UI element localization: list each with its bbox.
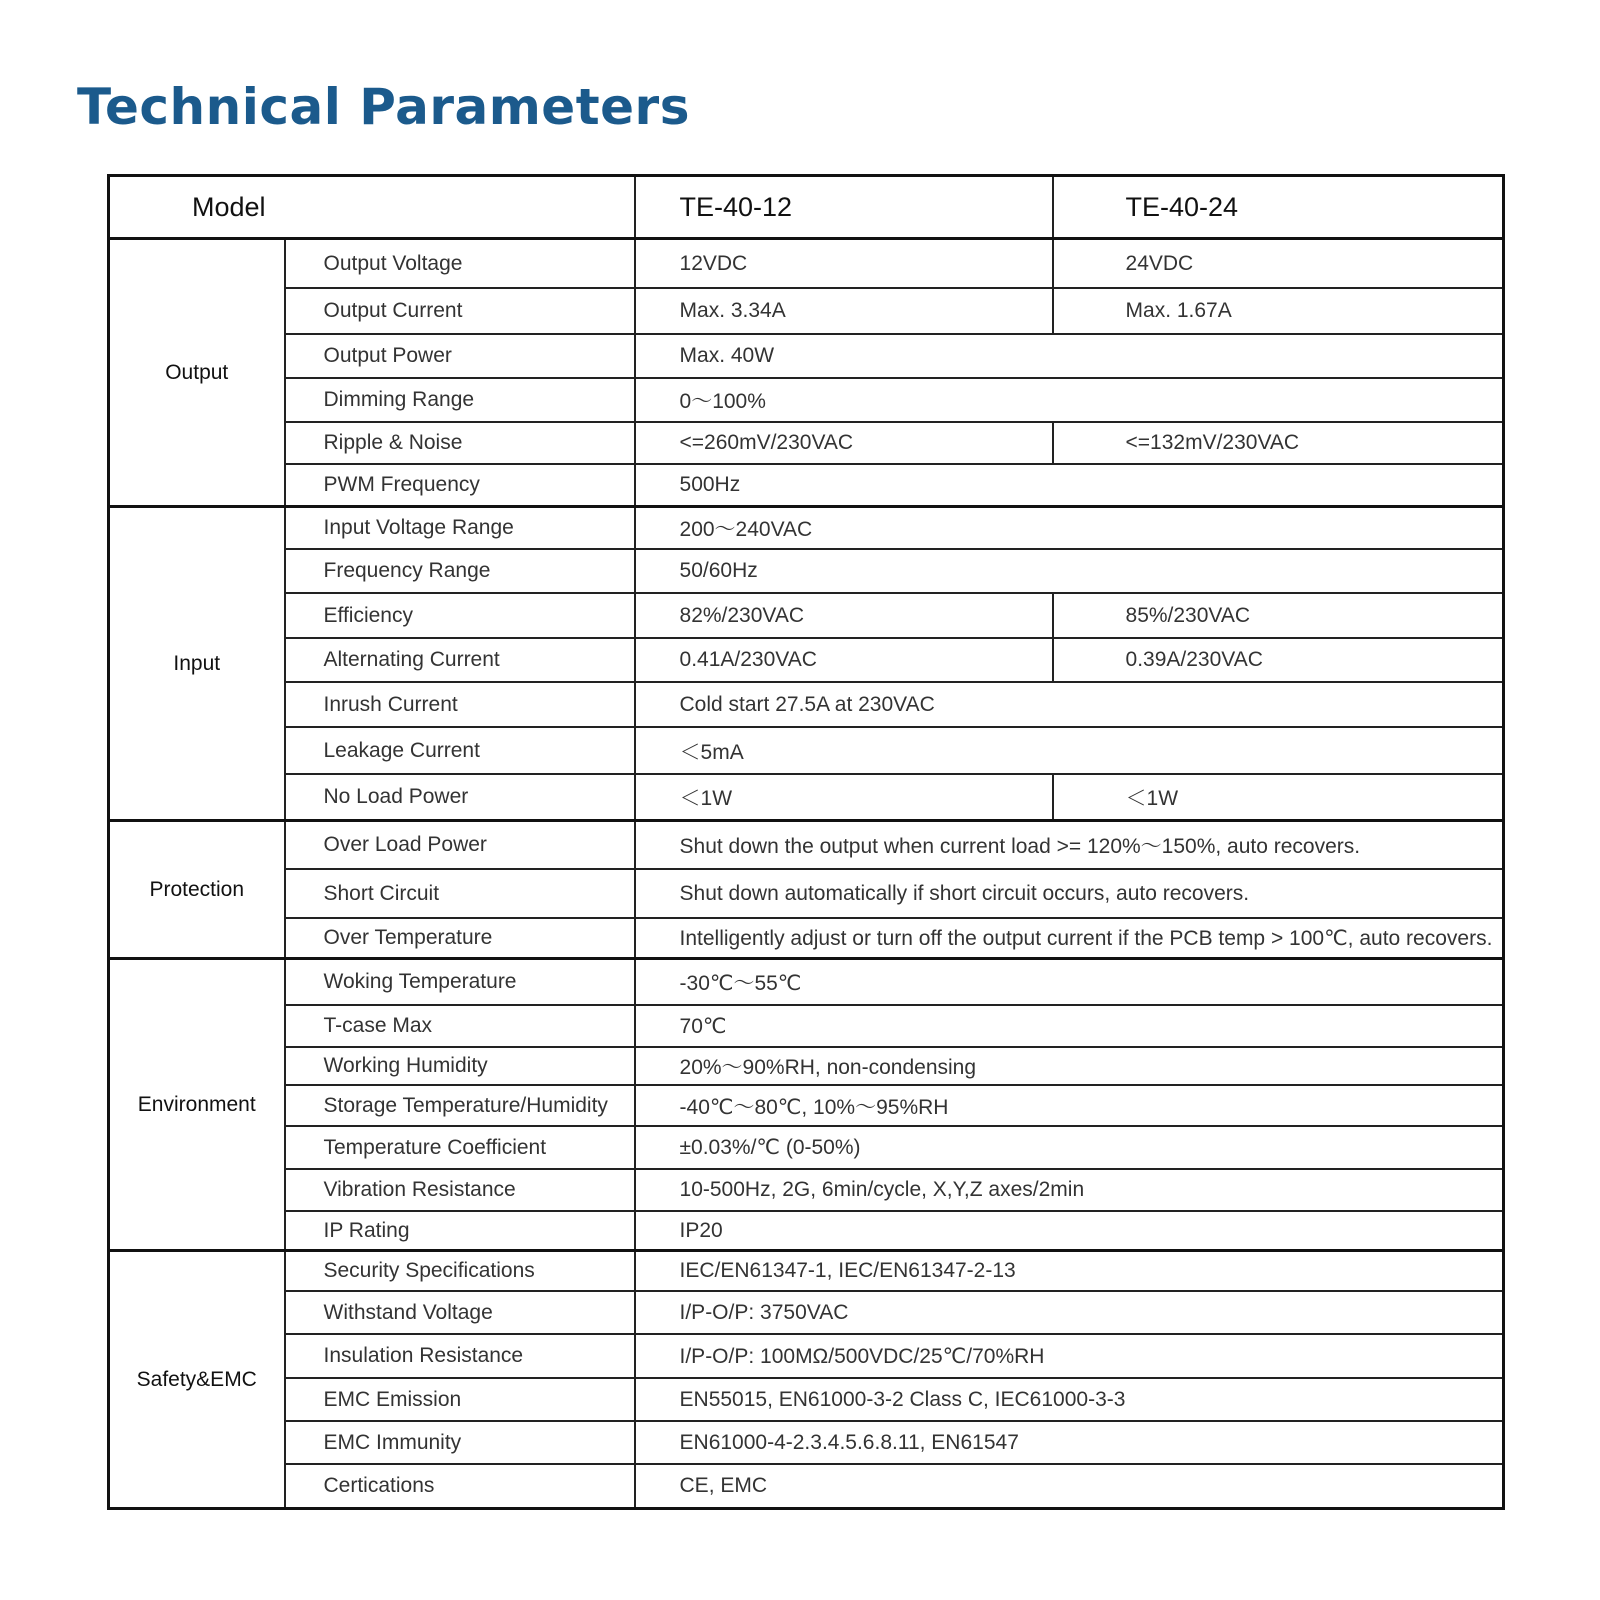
table-row: [109, 549, 1504, 593]
param-label: Insulation Resistance: [285, 1334, 635, 1378]
group-label: Safety&EMC: [109, 1251, 285, 1509]
param-label: Alternating Current: [285, 638, 635, 682]
table-row: [109, 378, 1504, 422]
table-row: [109, 334, 1504, 378]
model-name: TE-40-12: [635, 176, 1053, 239]
value-cell: Cold start 27.5A at 230VAC: [635, 682, 1504, 727]
table-row: [109, 727, 1504, 774]
value-cell: 24VDC: [1053, 239, 1504, 289]
value-cell: <=132mV/230VAC: [1053, 422, 1504, 464]
param-label: Frequency Range: [285, 549, 635, 593]
param-label: Leakage Current: [285, 727, 635, 774]
table-row: [109, 918, 1504, 959]
param-label: Storage Temperature/Humidity: [285, 1085, 635, 1126]
value-cell: 82%/230VAC: [635, 593, 1053, 638]
table-row: [109, 1251, 1504, 1292]
value-cell: 200～240VAC: [635, 507, 1504, 550]
table-row: [109, 1211, 1504, 1251]
table-row: [109, 959, 1504, 1006]
table-row: [109, 593, 1504, 638]
value-cell: EN55015, EN61000-3-2 Class C, IEC61000-3-3: [635, 1378, 1504, 1421]
table-row: [109, 1464, 1504, 1509]
table-row: [109, 821, 1504, 870]
table-row: [109, 1005, 1504, 1047]
param-label: Output Current: [285, 288, 635, 334]
param-label: Inrush Current: [285, 682, 635, 727]
header-row: [109, 176, 1504, 239]
param-label: Withstand Voltage: [285, 1291, 635, 1334]
value-cell: -40℃～80℃, 10%～95%RH: [635, 1085, 1504, 1126]
value-cell: ＜1W: [635, 774, 1053, 821]
value-cell: I/P-O/P: 3750VAC: [635, 1291, 1504, 1334]
table-row: [109, 1085, 1504, 1126]
value-cell: 70℃: [635, 1005, 1504, 1047]
table-row: [109, 1334, 1504, 1378]
value-cell: 20%～90%RH, non-condensing: [635, 1047, 1504, 1085]
param-label: Certications: [285, 1464, 635, 1509]
table-row: [109, 869, 1504, 918]
param-label: IP Rating: [285, 1211, 635, 1251]
param-label: Temperature Coefficient: [285, 1126, 635, 1169]
value-cell: Shut down the output when current load >= 120%～150%, auto recovers.: [635, 821, 1504, 870]
page-title: Technical Parameters: [77, 78, 690, 136]
table-row: [109, 1047, 1504, 1085]
value-cell: Max. 3.34A: [635, 288, 1053, 334]
value-cell: 85%/230VAC: [1053, 593, 1504, 638]
param-label: Output Power: [285, 334, 635, 378]
value-cell: ±0.03%/℃ (0-50%): [635, 1126, 1504, 1169]
value-cell: Shut down automatically if short circuit occurs, auto recovers.: [635, 869, 1504, 918]
value-cell: ＜5mA: [635, 727, 1504, 774]
table-row: [109, 288, 1504, 334]
model-label: Model: [109, 176, 635, 239]
table-row: [109, 1126, 1504, 1169]
value-cell: 10-500Hz, 2G, 6min/cycle, X,Y,Z axes/2min: [635, 1169, 1504, 1211]
value-cell: CE, EMC: [635, 1464, 1504, 1509]
param-label: Working Humidity: [285, 1047, 635, 1085]
value-cell: Intelligently adjust or turn off the output current if the PCB temp > 100℃, auto recovers.: [635, 918, 1504, 959]
param-label: T-case Max: [285, 1005, 635, 1047]
table-row: [109, 1169, 1504, 1211]
param-label: PWM Frequency: [285, 464, 635, 507]
value-cell: 0～100%: [635, 378, 1504, 422]
param-label: Over Load Power: [285, 821, 635, 870]
table-row: [109, 464, 1504, 507]
group-label: Environment: [109, 959, 285, 1251]
spec-table: [107, 174, 1505, 1510]
param-label: Woking Temperature: [285, 959, 635, 1006]
param-label: No Load Power: [285, 774, 635, 821]
value-cell: -30℃～55℃: [635, 959, 1504, 1006]
group-label: Output: [109, 239, 285, 507]
param-label: Short Circuit: [285, 869, 635, 918]
value-cell: 12VDC: [635, 239, 1053, 289]
value-cell: 500Hz: [635, 464, 1504, 507]
value-cell: EN61000-4-2.3.4.5.6.8.11, EN61547: [635, 1421, 1504, 1464]
table-row: [109, 1291, 1504, 1334]
value-cell: IEC/EN61347-1, IEC/EN61347-2-13: [635, 1251, 1504, 1292]
table-row: [109, 507, 1504, 550]
value-cell: 50/60Hz: [635, 549, 1504, 593]
param-label: Ripple & Noise: [285, 422, 635, 464]
table-row: [109, 422, 1504, 464]
param-label: Input Voltage Range: [285, 507, 635, 550]
table-row: [109, 1421, 1504, 1464]
value-cell: ＜1W: [1053, 774, 1504, 821]
value-cell: Max. 40W: [635, 334, 1504, 378]
group-label: Protection: [109, 821, 285, 959]
table-row: [109, 682, 1504, 727]
param-label: Over Temperature: [285, 918, 635, 959]
table-row: [109, 1378, 1504, 1421]
group-label: Input: [109, 507, 285, 821]
table-row: [109, 774, 1504, 821]
value-cell: Max. 1.67A: [1053, 288, 1504, 334]
param-label: Efficiency: [285, 593, 635, 638]
model-name: TE-40-24: [1053, 176, 1504, 239]
value-cell: I/P-O/P: 100MΩ/500VDC/25℃/70%RH: [635, 1334, 1504, 1378]
spec-table-body: [109, 176, 1504, 1509]
param-label: Security Specifications: [285, 1251, 635, 1292]
table-row: [109, 638, 1504, 682]
value-cell: <=260mV/230VAC: [635, 422, 1053, 464]
param-label: Dimming Range: [285, 378, 635, 422]
param-label: EMC Emission: [285, 1378, 635, 1421]
table-row: [109, 239, 1504, 289]
param-label: Vibration Resistance: [285, 1169, 635, 1211]
value-cell: 0.41A/230VAC: [635, 638, 1053, 682]
param-label: EMC Immunity: [285, 1421, 635, 1464]
param-label: Output Voltage: [285, 239, 635, 289]
value-cell: IP20: [635, 1211, 1504, 1251]
value-cell: 0.39A/230VAC: [1053, 638, 1504, 682]
